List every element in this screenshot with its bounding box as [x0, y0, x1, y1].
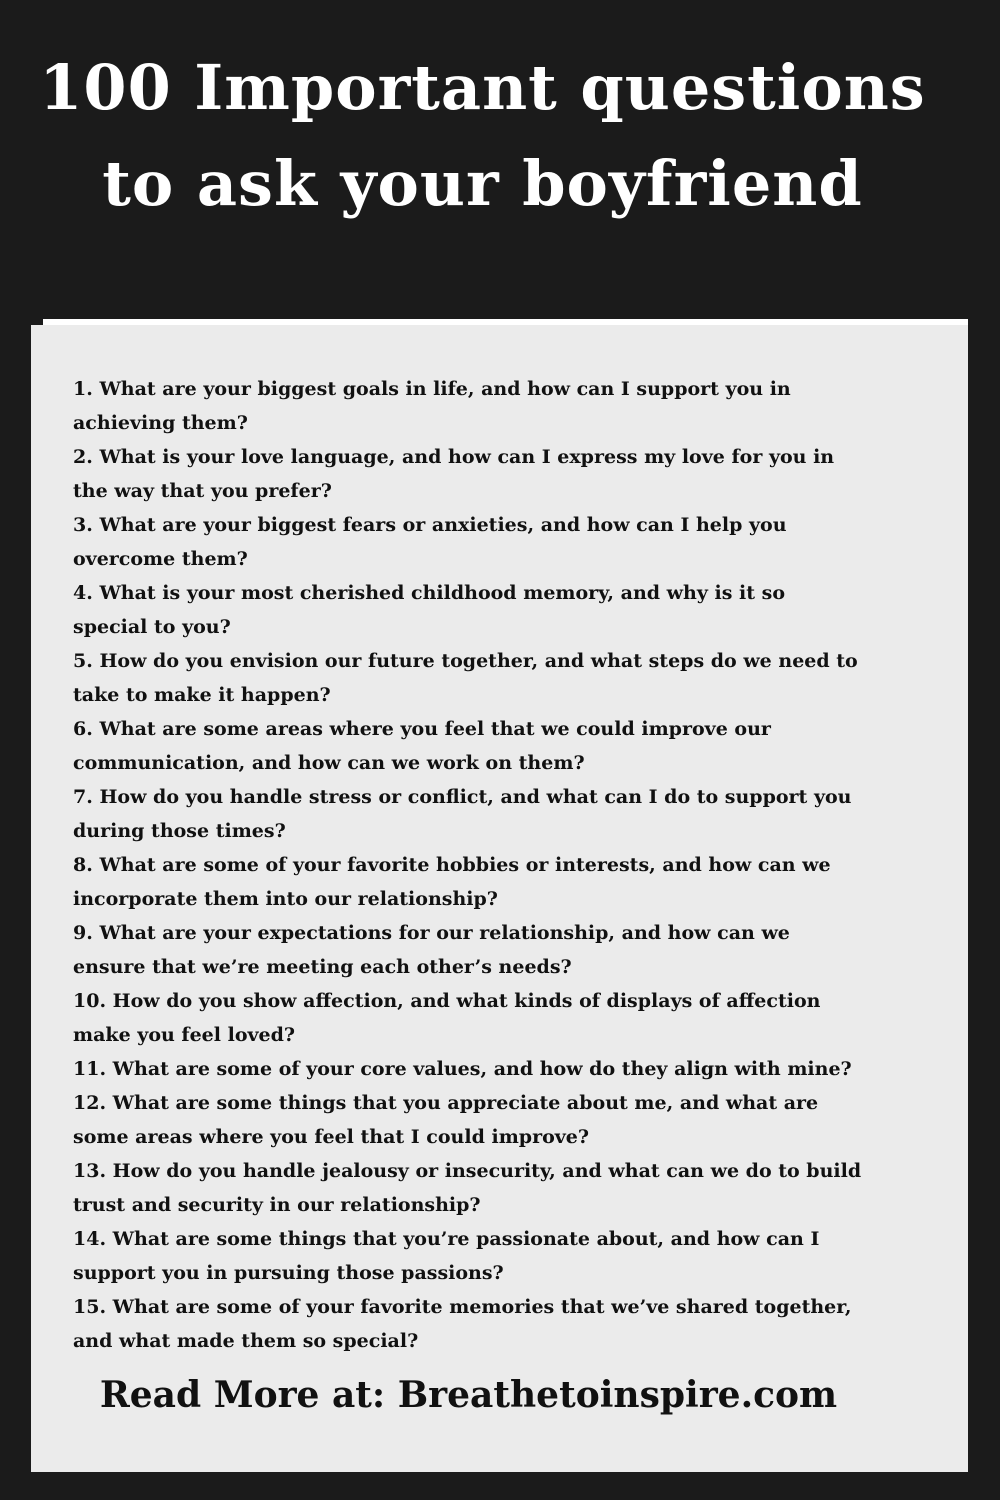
question-text-line1: 10. How do you show affection, and what kinds of displays of affection [73, 990, 821, 1012]
question-item [73, 576, 933, 644]
question-text-line2: the way that you prefer? [73, 480, 332, 502]
read-more-footer: Read More at: Breathetoinspire.com [99, 1374, 838, 1416]
question-item [73, 780, 933, 848]
question-text-line1: 3. What are your biggest fears or anxieties, and how can I help you [73, 514, 787, 536]
question-text-line2: incorporate them into our relationship? [73, 888, 498, 910]
question-item [73, 372, 933, 440]
question-text-line2: some areas where you feel that I could improve? [73, 1126, 590, 1148]
question-text-line2: make you feel loved? [73, 1024, 296, 1046]
question-text-line1: 9. What are your expectations for our relationship, and how can we [73, 922, 790, 944]
question-text-line1: 14. What are some things that you’re passionate about, and how can I [73, 1228, 820, 1250]
question-text-line2: and what made them so special? [73, 1330, 419, 1352]
question-text-line1: 11. What are some of your core values, and how do they align with mine? [73, 1058, 852, 1080]
questions-list [73, 372, 933, 1358]
questions-card [31, 319, 968, 1472]
question-item [73, 644, 933, 712]
question-item [73, 440, 933, 508]
question-text-line1: 6. What are some areas where you feel that we could improve our [73, 718, 771, 740]
question-item [73, 984, 933, 1052]
question-text-line2: during those times? [73, 820, 286, 842]
question-text-line1: 1. What are your biggest goals in life, and how can I support you in [73, 378, 791, 400]
question-item [73, 1086, 933, 1154]
question-text-line1: 4. What is your most cherished childhood memory, and why is it so [73, 582, 785, 604]
question-text-line1: 13. How do you handle jealousy or insecurity, and what can we do to build [73, 1160, 862, 1182]
question-text-line2: ensure that we’re meeting each other’s needs? [73, 956, 572, 978]
question-item [73, 1154, 933, 1222]
question-text-line1: 7. How do you handle stress or conflict, and what can I do to support you [73, 786, 852, 808]
page-title [0, 40, 965, 232]
question-item [73, 848, 933, 916]
question-text-line2: take to make it happen? [73, 684, 331, 706]
title-line-1: 100 Important questions [39, 51, 926, 124]
question-item [73, 916, 933, 984]
question-text-line2: special to you? [73, 616, 231, 638]
title-line-2: to ask your boyfriend [102, 147, 863, 220]
question-text-line1: 15. What are some of your favorite memories that we’ve shared together, [73, 1296, 852, 1318]
question-text-line1: 2. What is your love language, and how can I express my love for you in [73, 446, 835, 468]
question-text-line1: 5. How do you envision our future together, and what steps do we need to [73, 650, 858, 672]
question-text-line2: achieving them? [73, 412, 248, 434]
question-text-line2: support you in pursuing those passions? [73, 1262, 504, 1284]
question-text-line1: 12. What are some things that you appreciate about me, and what are [73, 1092, 819, 1114]
question-item [73, 508, 933, 576]
question-text-line1: 8. What are some of your favorite hobbies or interests, and how can we [73, 854, 831, 876]
question-text-line2: overcome them? [73, 548, 248, 570]
question-item [73, 1222, 933, 1290]
question-item [73, 1052, 933, 1086]
question-text-line2: communication, and how can we work on them? [73, 752, 585, 774]
question-item [73, 1290, 933, 1358]
question-item [73, 712, 933, 780]
question-text-line2: trust and security in our relationship? [73, 1194, 481, 1216]
